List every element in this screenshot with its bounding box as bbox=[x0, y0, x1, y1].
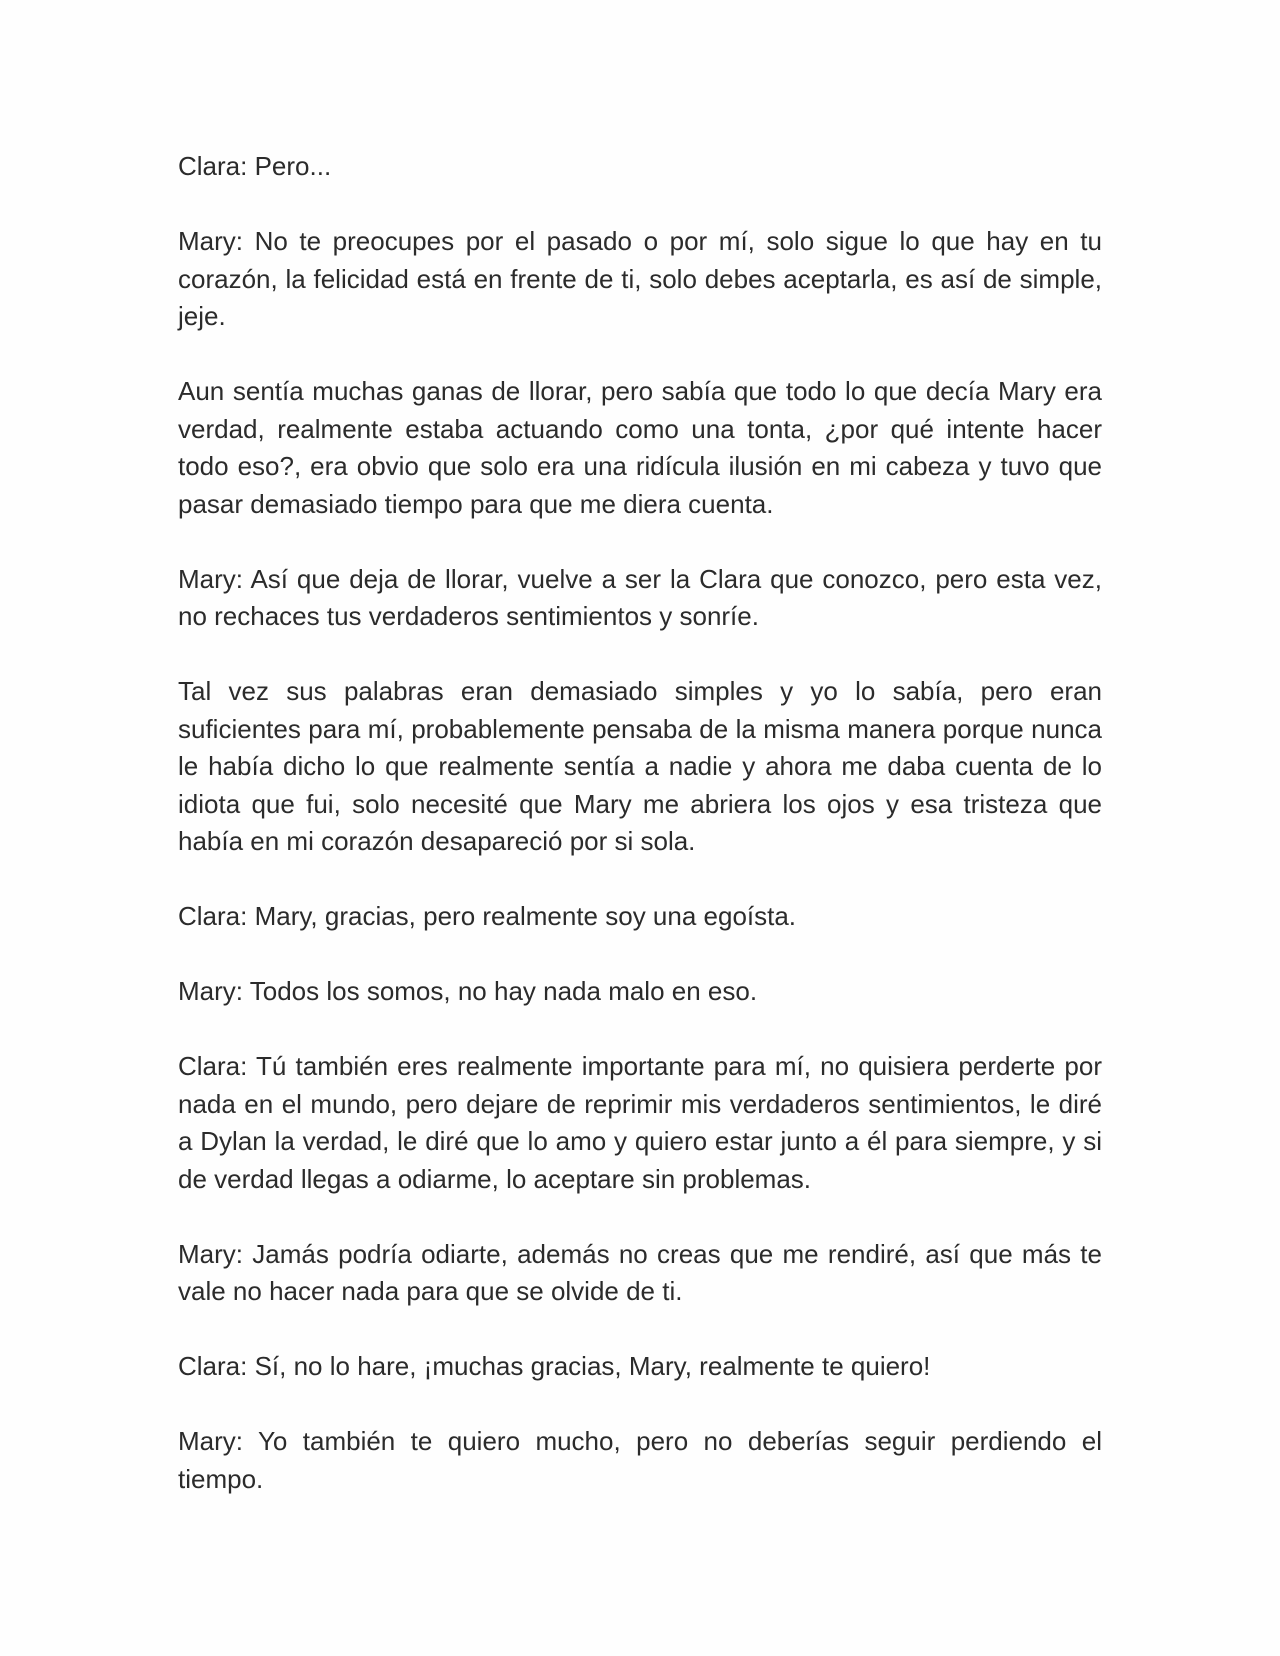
paragraph-5: Tal vez sus palabras eran demasiado simples y yo lo sabía, pero eran suficientes para mí, probablemente pensaba de la misma manera porque nunca le había dicho lo que realmente sentía a nadie y ahora me daba cuenta de lo idiota que fui, solo necesité que Mary me abriera los ojos y esa tristeza que había en mi corazón desapareció por si sola. bbox=[178, 676, 1102, 856]
paragraph-7: Mary: Todos los somos, no hay nada malo en eso. bbox=[178, 976, 758, 1006]
paragraph-9: Mary: Jamás podría odiarte, además no creas que me rendiré, así que más te vale no hacer nada para que se olvide de ti. bbox=[178, 1238, 1102, 1306]
paragraph-2: Mary: No te preocupes por el pasado o por mí, solo sigue lo que hay en tu corazón, la felicidad está en frente de ti, solo debes aceptarla, es así de simple, jeje. bbox=[178, 226, 1102, 331]
paragraph-1: Clara: Pero... bbox=[178, 151, 332, 181]
paragraph-11: Mary: Yo también te quiero mucho, pero no deberías seguir perdiendo el tiempo. bbox=[178, 1426, 1102, 1494]
paragraph-10: Clara: Sí, no lo hare, ¡muchas gracias, Mary, realmente te quiero! bbox=[178, 1351, 931, 1381]
document-body bbox=[178, 148, 1102, 1498]
paragraph-8: Clara: Tú también eres realmente importante para mí, no quisiera perderte por nada en el mundo, pero dejare de reprimir mis verdaderos sentimientos, le diré a Dylan la verdad, le diré que lo amo y quiero estar junto a él para siempre, y si de verdad llegas a odiarme, lo aceptare sin problemas. bbox=[178, 1051, 1102, 1194]
paragraph-4: Mary: Así que deja de llorar, vuelve a ser la Clara que conozco, pero esta vez, no rechaces tus verdaderos sentimientos y sonríe. bbox=[178, 563, 1102, 631]
paragraph-3: Aun sentía muchas ganas de llorar, pero sabía que todo lo que decía Mary era verdad, realmente estaba actuando como una tonta, ¿por qué intente hacer todo eso?, era obvio que solo era una ridícula ilusión en mi cabeza y tuvo que pasar demasiado tiempo para que me diera cuenta. bbox=[178, 376, 1102, 519]
paragraph-6: Clara: Mary, gracias, pero realmente soy una egoísta. bbox=[178, 901, 797, 931]
